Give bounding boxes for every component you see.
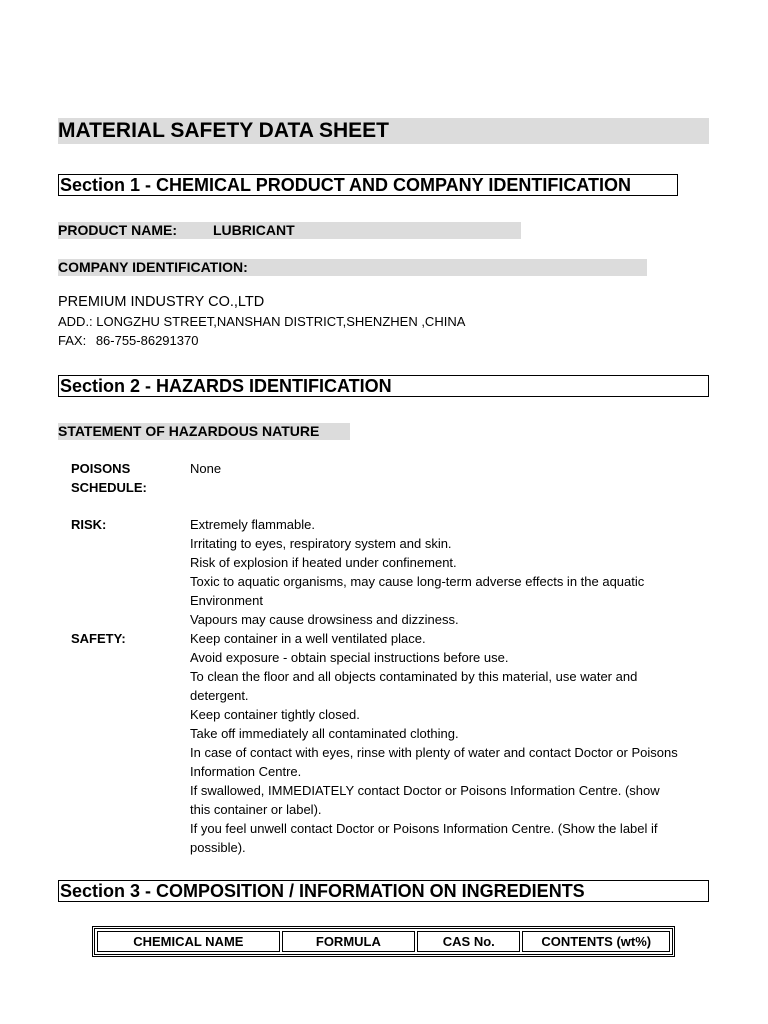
safety-label: SAFETY: <box>71 631 126 646</box>
risk-line: Toxic to aquatic organisms, may cause long-term adverse effects in the aquatic <box>190 574 645 589</box>
fax-value: 86-755-86291370 <box>95 333 199 348</box>
section-3-heading: Section 3 - COMPOSITION / INFORMATION ON INGREDIENTS <box>58 880 709 902</box>
safety-line: Take off immediately all contaminated clothing. <box>190 726 459 741</box>
risk-line: Extremely flammable. <box>190 517 315 532</box>
product-name-row <box>58 222 521 239</box>
ingredients-table <box>92 926 675 957</box>
safety-line: possible). <box>190 840 246 855</box>
safety-line: detergent. <box>190 688 249 703</box>
risk-line: Irritating to eyes, respiratory system and skin. <box>190 536 452 551</box>
company-identification-label: COMPANY IDENTIFICATION: <box>58 259 647 276</box>
document-title: MATERIAL SAFETY DATA SHEET <box>58 118 709 144</box>
poisons-label-line-2: SCHEDULE: <box>71 480 147 495</box>
safety-line: Keep container tightly closed. <box>190 707 360 722</box>
risk-line: Risk of explosion if heated under confinement. <box>190 555 457 570</box>
safety-line: this container or label). <box>190 802 322 817</box>
risk-line: Environment <box>190 593 263 608</box>
column-header-formula: FORMULA <box>282 931 415 952</box>
safety-line: In case of contact with eyes, rinse with plenty of water and contact Doctor or Poisons <box>190 745 678 760</box>
poisons-label-line-1: POISONS <box>71 461 131 476</box>
risk-label: RISK: <box>71 517 107 532</box>
risk-line: Vapours may cause drowsiness and dizziness. <box>190 612 459 627</box>
product-name-label: PRODUCT NAME: <box>58 222 177 238</box>
poisons-schedule-value: None <box>190 461 222 476</box>
table-header-row <box>97 931 670 952</box>
safety-line: Keep container in a well ventilated place. <box>190 631 426 646</box>
company-name: PREMIUM INDUSTRY CO.,LTD <box>58 294 265 310</box>
section-2-heading: Section 2 - HAZARDS IDENTIFICATION <box>58 375 709 397</box>
poisons-schedule-label <box>71 459 147 497</box>
company-address: ADD.: LONGZHU STREET,NANSHAN DISTRICT,SHENZHEN ,CHINA <box>58 314 466 329</box>
safety-line: Avoid exposure - obtain special instructions before use. <box>190 650 509 665</box>
column-header-cas-no: CAS No. <box>417 931 520 952</box>
hazardous-nature-label: STATEMENT OF HAZARDOUS NATURE <box>58 423 350 440</box>
safety-line: Information Centre. <box>190 764 302 779</box>
company-fax <box>58 333 198 348</box>
column-header-contents: CONTENTS (wt%) <box>522 931 670 952</box>
product-name-value: LUBRICANT <box>213 222 295 238</box>
safety-statements <box>190 629 710 857</box>
column-header-chemical-name: CHEMICAL NAME <box>97 931 280 952</box>
risk-statements <box>190 515 710 629</box>
safety-line: If you feel unwell contact Doctor or Poisons Information Centre. (Show the label if <box>190 821 658 836</box>
safety-line: If swallowed, IMMEDIATELY contact Doctor or Poisons Information Centre. (show <box>190 783 660 798</box>
fax-label: FAX: <box>58 333 87 348</box>
section-1-heading: Section 1 - CHEMICAL PRODUCT AND COMPANY IDENTIFICATION <box>58 174 678 196</box>
safety-line: To clean the floor and all objects contaminated by this material, use water and <box>190 669 638 684</box>
